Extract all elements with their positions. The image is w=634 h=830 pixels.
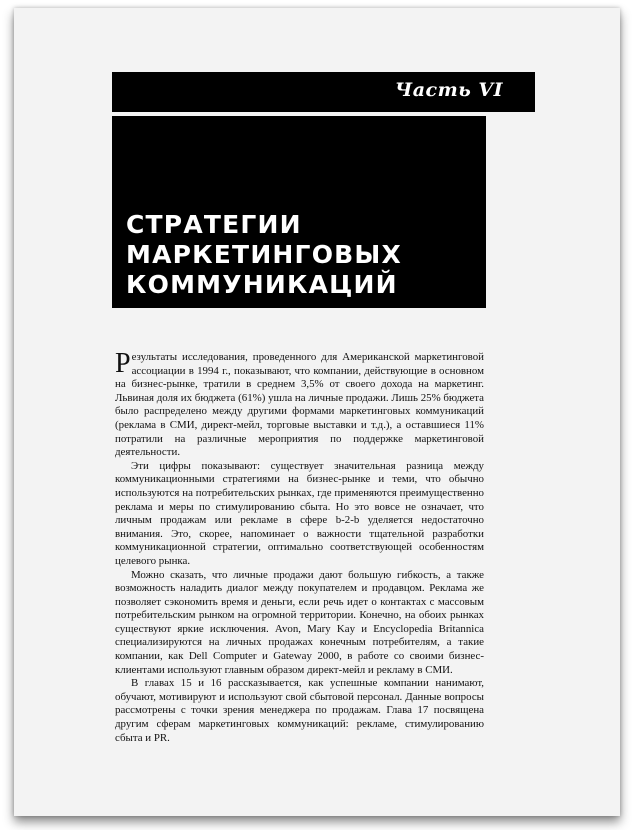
paragraph-1 <box>115 348 484 460</box>
part-header-bar <box>112 72 535 112</box>
part-label: Часть VI <box>394 79 503 101</box>
paragraph-1-text: езультаты исследования, проведенного для Американской маркетинговой ассоциации в 1994 г., показывают, что компании, действующие в основном на бизнес-рынке, тратили в среднем 3,5% от своего дохода на маркетинг. Львиная доля их бюджета (61%) ушла на личные продажи. Лишь 25% бюджета было распределено между другими формами маркетинговых коммуникаций (реклама в СМИ, директ-мейл, торговые выставки и т.д.), а оставшиеся 11% потратили на различные мероприятия по поддержке маркетинговой деятельности. <box>115 351 484 459</box>
body-text <box>115 348 484 745</box>
paragraph-3: Можно сказать, что личные продажи дают большую гибкость, а также возможность наладить диалог между покупателем и продавцом. Реклама же позволяет сэкономить время и деньги, если речь идет о контактах с массовым потребительским рынком на огромной территории. Конечно, на обоих рынках существуют яркие исключения. Avon, Mary Kay и Encyclopedia Britannica специализируются на личных продажах конечным потребителям, а такие компании, как Dell Computer и Gateway 2000, в работе со своими бизнес-клиентами используют главным образом директ-мейл и рекламу в СМИ. <box>115 568 484 676</box>
title-line-1: СТРАТЕГИИ <box>126 210 302 239</box>
paragraph-2: Эти цифры показывают: существует значительная разница между коммуникационными стратегиями на бизнес-рынке и теми, что обычно используются на потребительских рынках, где применяются преимущественно реклама и меры по стимулированию сбыта. Но это вовсе не означает, что личным продажам или рекламе в сфере b-2-b уделяется недостаточно внимания. Это, скорее, напоминает о важности тщательной разработки коммуникационной стратегии, оптимально соответствующей особенностям целевого рынка. <box>115 459 484 567</box>
title-line-3: КОММУНИКАЦИЙ <box>126 270 398 299</box>
drop-cap: Р <box>115 348 131 379</box>
book-page <box>14 8 620 816</box>
title-line-2: МАРКЕТИНГОВЫХ <box>126 240 402 269</box>
title-block <box>112 116 486 308</box>
paragraph-4: В главах 15 и 16 рассказывается, как успешные компании нанимают, обучают, мотивируют и используют свой сбытовой персонал. Данные вопросы рассмотрены с точки зрения менеджера по продажам. Глава 17 посвящена другим сферам маркетинговых коммуникаций: рекламе, стимулированию сбыта и PR. <box>115 677 484 744</box>
